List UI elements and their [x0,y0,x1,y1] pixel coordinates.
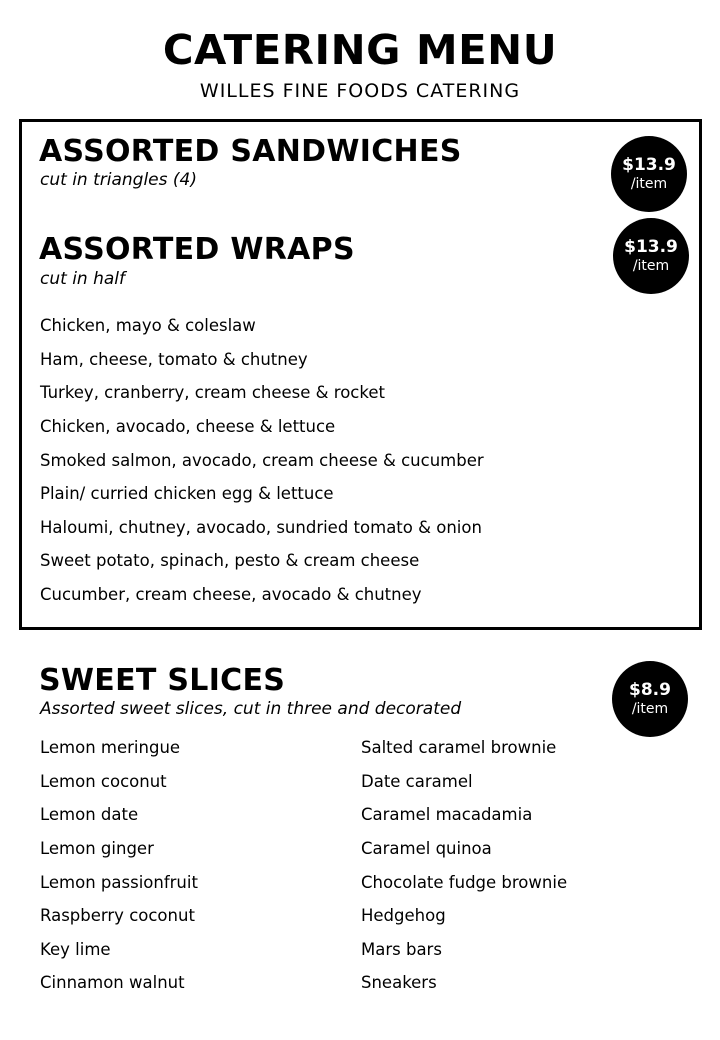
filling-item: Cucumber, cream cheese, avocado & chutney [40,585,422,604]
slice-item-right: Chocolate fudge brownie [361,873,568,892]
slice-item-left: Cinnamon walnut [40,973,185,992]
wraps-title: ASSORTED WRAPS [39,232,355,267]
page-title: CATERING MENU [162,26,558,74]
sweet-slices-subtitle: Assorted sweet slices, cut in three and decorated [40,699,462,719]
slice-item-right: Caramel quinoa [361,839,492,858]
page-subtitle: WILLES FINE FOODS CATERING [199,80,521,102]
slice-item-right: Hedgehog [361,906,446,925]
slice-item-left: Lemon ginger [40,839,154,858]
slice-item-right: Sneakers [361,973,437,992]
sandwiches-price-unit: /item [630,176,668,192]
filling-item: Sweet potato, spinach, pesto & cream cheese [40,551,420,570]
sweet-slices-title: SWEET SLICES [39,663,286,698]
filling-item: Turkey, cranberry, cream cheese & rocket [40,383,385,402]
slice-item-right: Salted caramel brownie [361,738,557,757]
sweet-slices-price-unit: /item [631,701,669,717]
slice-item-left: Lemon passionfruit [40,873,198,892]
slice-item-left: Lemon meringue [40,738,181,757]
slice-item-right: Caramel macadamia [361,805,533,824]
wraps-price: $13.9 [624,237,678,257]
filling-item: Chicken, mayo & coleslaw [40,316,256,335]
slice-item-left: Key lime [40,940,111,959]
slice-item-left: Lemon coconut [40,772,167,791]
wraps-subtitle: cut in half [40,269,125,289]
filling-item: Chicken, avocado, cheese & lettuce [40,417,336,436]
sandwiches-subtitle: cut in triangles (4) [40,170,197,190]
sandwiches-title: ASSORTED SANDWICHES [39,134,462,169]
sweet-slices-price-badge [612,661,688,737]
wraps-price-unit: /item [632,258,670,274]
filling-item: Smoked salmon, avocado, cream cheese & cucumber [40,451,484,470]
slice-item-right: Mars bars [361,940,442,959]
filling-item: Plain/ curried chicken egg & lettuce [40,484,334,503]
wraps-price-badge [613,218,689,294]
slice-item-right: Date caramel [361,772,473,791]
sandwiches-price: $13.9 [622,155,676,175]
slice-item-left: Raspberry coconut [40,906,195,925]
filling-item: Haloumi, chutney, avocado, sundried tomato & onion [40,518,482,537]
sandwiches-price-badge [611,136,687,212]
filling-item: Ham, cheese, tomato & chutney [40,350,308,369]
slice-item-left: Lemon date [40,805,139,824]
sweet-slices-price: $8.9 [629,680,671,700]
